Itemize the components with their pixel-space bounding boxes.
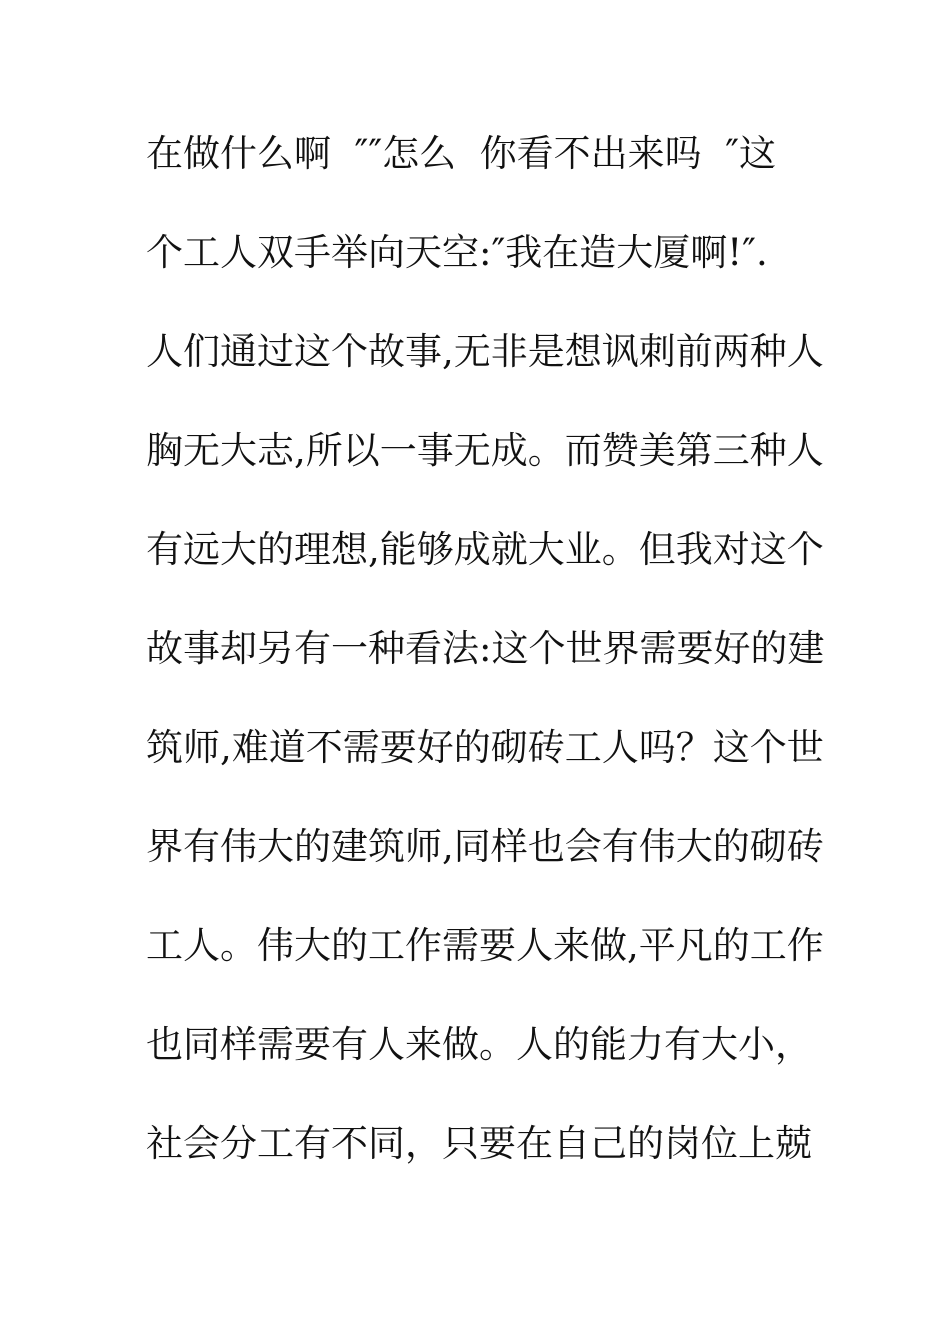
text-line-2: 个工人双手举向天空:″我在造大厦啊!″. — [146, 231, 768, 274]
text-line-9: 工人。伟大的工作需要人来做,平凡的工作 — [146, 924, 824, 967]
text-line-4: 胸无大志,所以一事无成。而赞美第三种人 — [146, 429, 824, 472]
text-line-11: 社会分工有不同，只要在自己的岗位上兢 — [146, 1122, 812, 1165]
text-line-5: 有远大的理想,能够成就大业。但我对这个 — [146, 528, 824, 571]
text-line-10: 也同样需要有人来做。人的能力有大小， — [146, 1023, 812, 1066]
text-line-6: 故事却另有一种看法:这个世界需要好的建 — [146, 627, 825, 670]
body-text — [146, 127, 825, 1216]
text-line-1: 在做什么啊 ″″怎么 你看不出来吗 ″这 — [146, 132, 777, 175]
text-line-7: 筑师,难道不需要好的砌砖工人吗？这个世 — [146, 726, 824, 769]
text-line-8: 界有伟大的建筑师,同样也会有伟大的砌砖 — [146, 825, 824, 868]
text-line-3: 人们通过这个故事,无非是想讽刺前两种人 — [146, 330, 824, 373]
